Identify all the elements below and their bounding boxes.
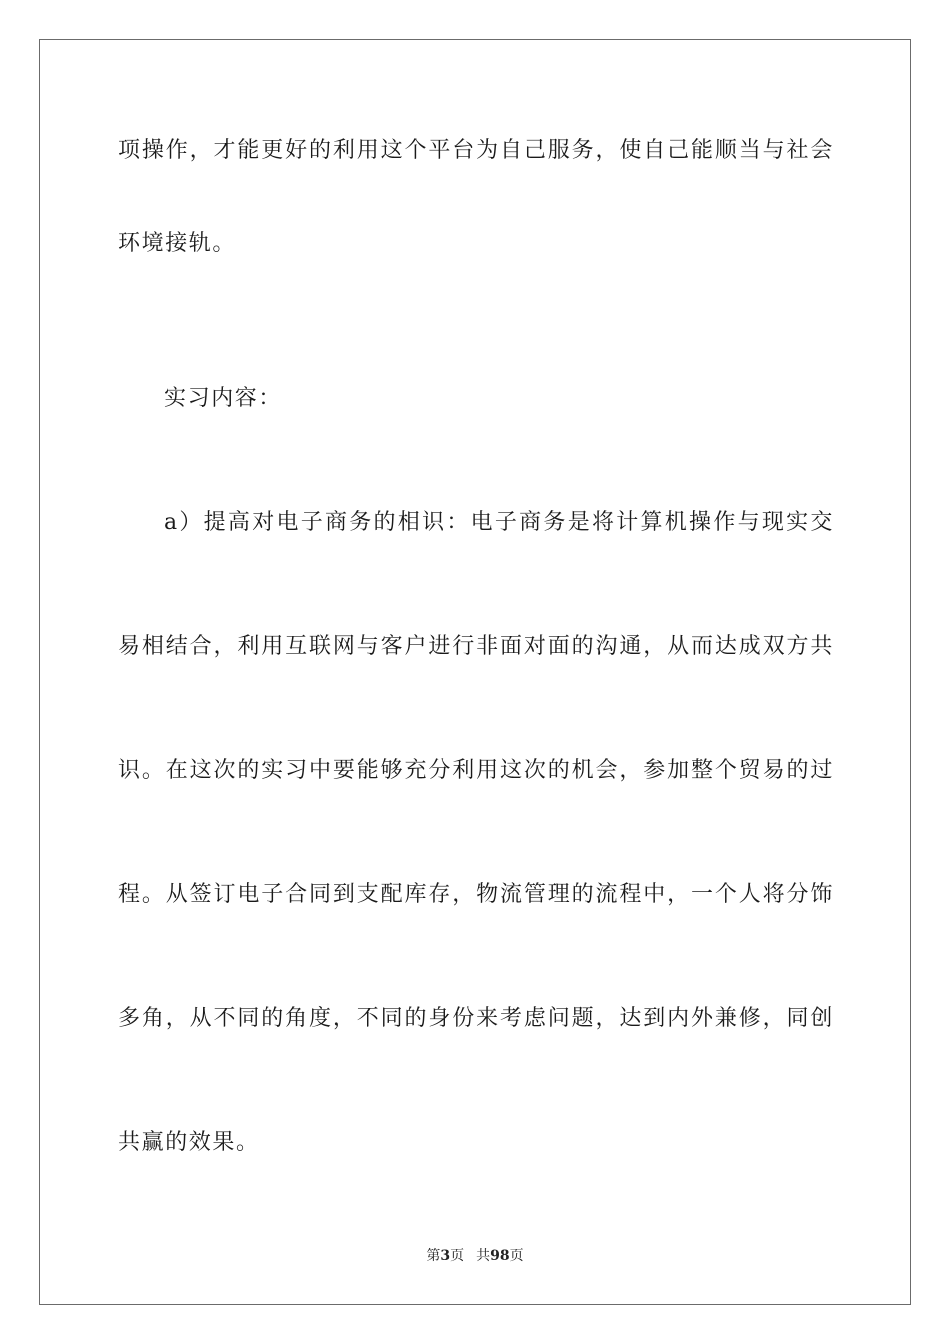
body-line-7: 程。从签订电子合同到支配库存，物流管理的流程中，一个人将分饰 bbox=[118, 882, 834, 907]
page-prefix: 第 bbox=[426, 1248, 441, 1264]
total-suffix: 页 bbox=[509, 1248, 524, 1264]
body-line-1: 项操作，才能更好的利用这个平台为自己服务，使自己能顺当与社会 bbox=[118, 138, 834, 163]
body-line-5: 易相结合，利用互联网与客户进行非面对面的沟通，从而达成双方共 bbox=[118, 634, 834, 659]
total-prefix: 共 bbox=[476, 1248, 491, 1264]
section-heading: 实习内容： bbox=[164, 386, 283, 411]
page-suffix: 页 bbox=[450, 1248, 465, 1264]
body-line-2: 环境接轨。 bbox=[118, 231, 237, 256]
total-pages: 98 bbox=[490, 1248, 510, 1264]
body-line-6: 识。在这次的实习中要能够充分利用这次的机会，参加整个贸易的过 bbox=[118, 758, 834, 783]
body-line-9: 共赢的效果。 bbox=[118, 1130, 260, 1155]
page-footer bbox=[0, 1247, 950, 1265]
page-number: 3 bbox=[440, 1248, 451, 1264]
body-line-4: a）提高对电子商务的相识：电子商务是将计算机操作与现实交 bbox=[164, 510, 834, 535]
body-line-8: 多角，从不同的角度，不同的身份来考虑问题，达到内外兼修，同创 bbox=[118, 1006, 834, 1031]
